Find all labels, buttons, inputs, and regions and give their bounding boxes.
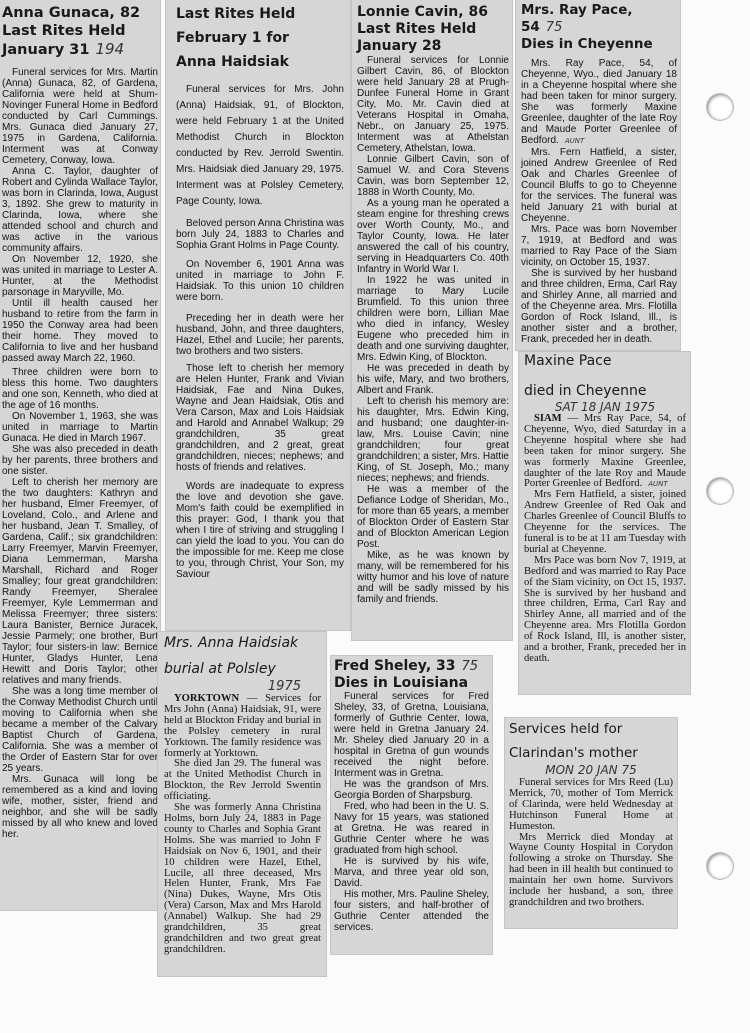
paragraph: Words are inadequate to express the love and devotion she gave. Mom's faith could be exemplified in this prayer: God, I thank you that when I tire of striving and struggling I can yield the load to you. You can do the impossible for me. Keep me close to you, through Christ, Your Son, my Saviour (176, 481, 344, 580)
headline: Mrs. Anna Haidsiak burial at Polsley (164, 635, 299, 677)
paragraph: He is survived by his wife, Marva, and three year old son, David. (334, 856, 489, 889)
paragraph: Left to cherish his memory are: his daughter, Mrs. Edwin King, and husband; one daughter-in-law, Mrs. Louise Cavin; nine grandchildren; four great grandchildren; a sister, Mrs. Hattie King, of St. Joseph, Mo.; many nieces; nephews; and friends. (357, 396, 509, 484)
clipping-lonnie-cavin (352, 0, 512, 640)
paragraph: Funeral services for Mrs Reed (Lu) Merrick, 70, mother of Tom Merrick of Clarinda, were held Wednesday at Hutchinson Funeral Home at Humeston. (509, 777, 673, 832)
paragraph: She was formerly Anna Christina Holms, born July 24, 1883 in Page county to Charles and Sophia Grant Holms. She was married to John F Haidsiak on Nov 6, 1901, and their 10 children were Hazel, Ethel, Lucile, all three deceased, Mrs Helen Hunter, Frank, Mrs Fae (Nina) Dukes, Wayne, Mrs Otis (Vera) Carson, Max and Mrs Harold (Annabel) Walkup. She had 29 grandchildren, 35 great grandchildren and two great great grandchildren. (164, 802, 321, 955)
paragraph: Mrs Pace was born Nov 7, 1919, at Bedford and was married to Ray Pace of the Siam vicinity, on Oct 15, 1937. She is survived by her husband and three children, Erma, Carl Ray and Shirley Anne, all married and of the Cheyenne area. Mrs Flotilla Gordon of Rock Island, Ill, is another sister, and a brother, Frank, preceded her in death. (524, 554, 686, 664)
headline: Services held for Clarindan's mother (509, 721, 638, 761)
handwritten-note: 194 (95, 40, 125, 58)
clipping-anna-haidsiak (166, 0, 350, 630)
clipping-ray-pace (516, 0, 680, 350)
paragraph: Mrs. Fern Hatfield, a sister, joined Andrew Greenlee of Red Oak and Charles Greenlee of Council Bluffs to go to Cheyenne for the services. The funeral was held January 21 with burial at Cheyenne. (521, 147, 677, 224)
handwritten-note: AUNT (564, 137, 585, 145)
handwritten-note: 75 (461, 659, 479, 674)
paragraph: Mrs. Pace was born November 7, 1919, at Bedford and was married to Ray Pace of the Siam vicinity, on October 15, 1937. (521, 224, 677, 268)
paragraph: Funeral services for Mrs. John (Anna) Haidsiak, 91, of Blockton, were held February 1 at the United Methodist Church in Blockton conducted by Rev. Jerrold Swentin. Mrs. Haidsiak died January 29, 1975. Interment was at Polsley Cemetery, Page County, Iowa. (176, 84, 344, 207)
handwritten-note: 75 (545, 20, 563, 35)
handwritten-note: AUNT (648, 480, 668, 489)
paragraph: Anna C. Taylor, daughter of Robert and Cylinda Wallace Taylor, was born in Clarinda, Iowa, August 3, 1892. She grew to maturity in Clarinda, Iowa, where she attended school and church and was active in the various community affairs. (2, 166, 158, 254)
paragraph: Those left to cherish her memory are Helen Hunter, Frank and Vivian Haidsiak, Fae and Nina Dukes, Wayne and Jean Haidsiak, Otis and Vera Carson, Max and Lois Haidsiak and Harold and Annabel Walkup; 29 grandchildren, 35 great grandchildren, and 2 great, great grandchildren, nieces; nephews; and hosts of friends and relatives. (176, 363, 344, 473)
clipping-haidsiak-burial (158, 632, 326, 976)
paragraph: In 1922 he was united in marriage to Mary Lucile Brumfield. To this union three children were born, Lillian Mae who died in infancy, Wesley Eugene who preceded him in death and one surviving daughter, Mrs. Edwin King, of Blockton. (357, 275, 509, 363)
paragraph: Beloved person Anna Christina was born July 24, 1883 to Charles and Sophia Grant Holms in Page County. (176, 218, 344, 251)
handwritten-note: 1975 (267, 679, 301, 694)
handwritten-note: SAT 18 JAN 1975 (554, 400, 656, 414)
paragraph: As a young man he operated a steam engine for threshing crews over Worth County, Mo., and Taylor County, Iowa. He later answered the call of his country, serving in Headquarters Co. 40th Infantry in World War I. (357, 198, 509, 275)
dateline: YORKTOWN (174, 693, 240, 704)
paragraph: Until ill health caused her husband to retire from the farm in 1950 the Conway area had been their home. They moved to California to live and her husband passed away March 22, 1960. (2, 298, 158, 364)
headline: Lonnie Cavin, 86 Last Rites Held January 28 (357, 4, 488, 54)
binder-hole (707, 853, 733, 879)
paragraph: Mrs. Gunaca will long be remembered as a kind and loving wife, mother, sister, friend and neighbor, and she will be sadly missed by all who knew and loved her. (2, 774, 158, 840)
paragraph: On November 1, 1963, she was united in marriage to Martin Gunaca. He died in March 1967. (2, 411, 158, 444)
paragraph: Mrs. Ray Pace, 54, of Cheyenne, Wyo., died January 18 in a Cheyenne hospital where she had been taken for minor surgery. She was formerly Maxine Greenlee, daughter of the late Roy and Maude Porter Greenlee of Bedford. AUNT (521, 58, 677, 146)
headline: Last Rites Held February 1 for Anna Haidsiak (176, 6, 296, 70)
paragraph: She was a long time member of the Conway Methodist Church until moving to California when she became a member of the Calvary Baptist Church of Gardena, California. She was a member of the Order of Eastern Star for over 25 years. (2, 686, 158, 774)
paragraph: He was the grandson of Mrs. Georgia Borden of Sharpsburg. (334, 779, 489, 801)
paragraph: Mrs Merrick died Monday at Wayne County Hospital in Corydon following a stroke on Thursday. She had been in ill health but continued to maintain her own home. Survivors include her husband, a son, three grandchildren and two brothers. (509, 831, 673, 908)
paragraph: Mike, as he was known by many, will be remembered for his witty humor and his love of nature and will be sadly missed by his family and friends. (357, 550, 509, 605)
paragraph: SIAM — Mrs Ray Pace, 54, of Cheyenne, Wyo, died Saturday in a Cheyenne hospital where she had been taken for minor surgery. She was formerly Maxine Greenlee, daughter of the late Roy and Maude Porter Greenlee of Bedford. AUNT (524, 413, 686, 490)
clipping-merrick (505, 718, 677, 928)
paragraph: Left to cherish her memory are the two daughters: Kathryn and her husband, Elmer Freemyer, of Loveland, Colo., and Arlene and her husband, Jean T. Smalley, of Gardena, Calif.; six grandchildren: Larry Freemyer, Marvin Freemyer, Diana Lemmerman, Marsha Marshall, Richard and Roger Smalley; four great grandchildren: Randy Freemyer, Sheralee Freemyer, Kyle Lemmerman and Melissa Freemyer; three sisters: Laura Banister, Bernice Juracek, Jessie Parmely; one brother, Burt Taylor; four sisters-in law: Bernice Hunter, Gladys Hunter, Lena Hewitt and Doris Taylor; other relatives and many friends. (2, 477, 158, 686)
paragraph: Funeral services for Lonnie Gilbert Cavin, 86, of Blockton were held January 28 at Prugh-Dunfee Funeral Home in Grant City, Mo. Mr. Cavin died at Veterans Hospital in Omaha, Nebr., on January 25, 1975. Interment was at Athelstan Cemetery, Athelstan, Iowa. (357, 55, 509, 154)
paragraph: She is survived by her husband and three children, Erma, Carl Ray and Shirley Anne, all married and of the Cheyenne area. Mrs. Flotilla Gordon of Rock Island, Ill., is another sister and a brother, Frank, preceded her in death. (521, 268, 677, 345)
paragraph: She was also preceded in death by her parents, three brothers and one sister. (2, 444, 158, 477)
paragraph: Three children were born to bless this home. Two daughters and one son, Kenneth, who died at the age of 16 months. (2, 367, 158, 411)
clipping-anna-gunaca (0, 0, 160, 910)
paragraph: She died Jan 29. The funeral was at the United Methodist Church in Blockton, the Rev Jerrold Swentin officiating. (164, 758, 321, 803)
dateline: SIAM (534, 413, 562, 424)
paragraph: Lonnie Gilbert Cavin, son of Samuel W. and Cora Stevens Cavin, was born September 12, 1888 in Worth County, Mo. (357, 154, 509, 198)
paragraph: Funeral services for Mrs. Martin (Anna) Gunaca, 82, of Gardena, California were held at Shum-Novinger Funeral Home in Bedford conducted by Carl Cummings. Mrs. Gunaca died January 27, 1975 in Gardena, California. Interment was at Conway Cemetery, Conway, Iowa. (2, 67, 158, 166)
paragraph: Fred, who had been in the U. S. Navy for 15 years, was stationed at Gretna. He was reared in Guthrie Center where he was graduated from high school. (334, 801, 489, 856)
paragraph: Preceding her in death were her husband, John, and three daughters, Hazel, Ethel and Lucile; her parents, two brothers and two sisters. (176, 313, 344, 357)
paragraph: On November 12, 1920, she was united in marriage to Lester A. Hunter, at the Methodist parsonage in Maryville, Mo. (2, 254, 158, 298)
paragraph: His mother, Mrs. Pauline Sheley, four sisters, and half-brother of Guthrie Center attended the services. (334, 889, 489, 933)
headline: Anna Gunaca, 82 Last Rites Held January 31 194 (2, 5, 141, 58)
headline: Maxine Pace died in Cheyenne (524, 353, 647, 399)
paragraph: On November 6, 1901 Anna was united in marriage to John F. Haidsiak. To this union 10 children were born. (176, 259, 344, 303)
paragraph: YORKTOWN — Services for Mrs John (Anna) Haidsiak, 91, were held at Blockton Friday and burial in the Polsley cemetery in rural Yorktown. The family residence was formerly at Yorktown. (164, 693, 321, 759)
paragraph: He was preceded in death by his wife, Mary, and two brothers, Albert and Frank. (357, 363, 509, 396)
binder-hole (707, 478, 733, 504)
clipping-fred-sheley (331, 656, 492, 954)
binder-hole (707, 94, 733, 120)
clipping-maxine-pace (519, 352, 690, 694)
paragraph: Mrs Fern Hatfield, a sister, joined Andrew Greenlee of Red Oak and Charles Greenlee of Council Bluffs to Cheyenne for the services. The funeral is to be at 11 am Tuesday with burial at Cheyenne. (524, 489, 686, 555)
paragraph: He was a member of the Defiance Lodge of Sheridan, Mo., for more than 65 years, a member of Blockton Order of Eastern Star and of Blockton American Legion Post. (357, 484, 509, 550)
headline: Fred Sheley, 33 75 Dies in Louisiana (334, 658, 479, 691)
paragraph: Funeral services for Fred Sheley, 33, of Gretna, Louisiana, formerly of Guthrie Center, Iowa, were held in Gretna January 24. Mr. Sheley died January 20 in a hospital in Gretna of gun wounds received the night before. Interment was in Gretna. (334, 691, 489, 779)
handwritten-note: MON 20 JAN 75 (545, 763, 637, 777)
headline: Mrs. Ray Pace, 54 75 Dies in Cheyenne (521, 2, 653, 52)
